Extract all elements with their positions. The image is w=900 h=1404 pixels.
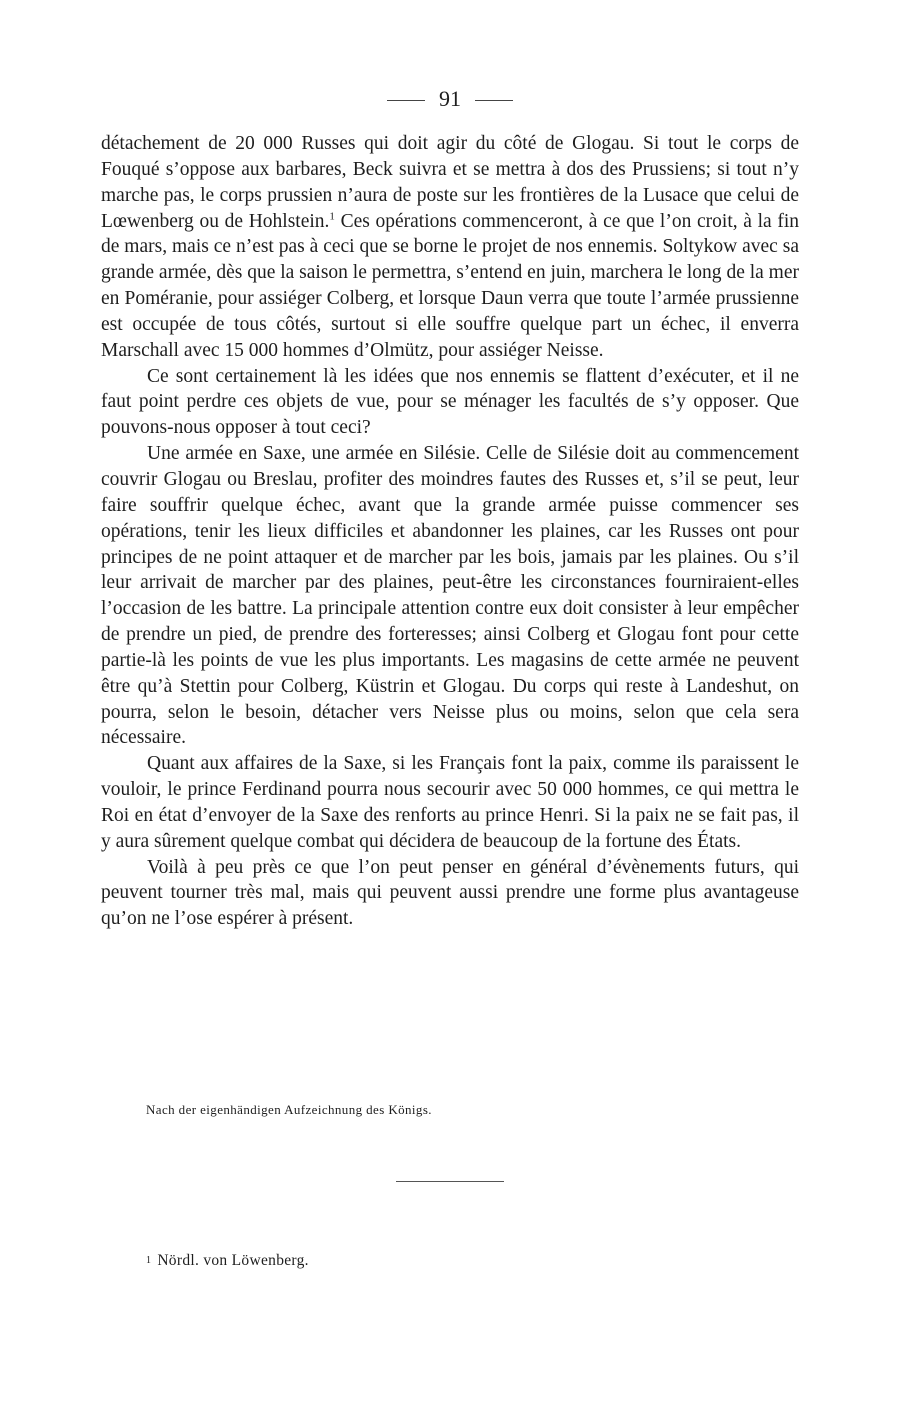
page-header	[0, 86, 900, 112]
paragraph-4: Quant aux affaires de la Saxe, si les Français font la paix, comme ils paraissent le vouloir, le prince Ferdinand pourra nous secourir avec 50 000 hommes, ce qui mettra le Roi en état d’envoyer de la Saxe des renforts au prince Henri. Si la paix ne se fait pas, il y aura sûrement quelque combat qui décidera de beaucoup de la fortune des États.	[101, 753, 799, 852]
paragraph-1-continued: Ces opérations commenceront, à ce que l’on croit, à la fin de mars, mais ce n’est pas à ceci que se borne le projet de nos ennemis. Soltykow avec sa grande armée, dès que la saison le permettra, s’entend en juin, marchera le long de la mer en Poméranie, pour assiéger Colberg, et lorsque Daun verra que toute l’armée prussienne est occupée de tous côtés, surtout si elle souffre quelque part un échec, il enverra Marschall avec 15 000 hommes d’Olmütz, pour assiéger Neisse.	[101, 210, 800, 361]
page-number: 91	[439, 86, 461, 111]
footnote-reference: 1	[329, 210, 335, 223]
paragraph-1	[101, 131, 799, 364]
footnote	[146, 1251, 309, 1271]
source-note: Nach der eigenhändigen Aufzeichnung des Königs.	[146, 1102, 432, 1117]
paragraph-2: Ce sont certainement là les idées que nos ennemis se flattent d’exécuter, et il ne faut point perdre ces objets de vue, pour se ménager les facultés de s’y opposer. Que pouvons-nous opposer à tout ceci?	[101, 365, 799, 439]
footnote-separator	[396, 1181, 504, 1182]
footnote-marker: 1	[146, 1255, 152, 1266]
paragraph-3: Une armée en Saxe, une armée en Silésie. Celle de Silésie doit au commencement couvrir Glogau ou Breslau, profiter des moindres fautes des Russes et, s’il se peut, leur faire souffrir quelque échec, avant que la grande armée puisse commencer ses opérations, tenir les lieux difficiles et abandonner les plaines, car les Russes ont pour principes de ne point attaquer et de marcher par les bois, jamais par les plaines. Ou s’il leur arrivait de marcher par des plaines, peut-être les circonstances fourniraient-elles l’occasion de les battre. La principale attention contre eux doit consister à leur empêcher de prendre un pied, de prendre des forteresses; ainsi Colberg et Glogau font pour cette partie-là les points de vue les plus importants. Les magasins de cette armée ne peuvent être qu’à Stettin pour Colberg, Küstrin et Glogau. Du corps qui reste à Landeshut, on pourra, selon le besoin, détacher vers Neisse plus ou moins, selon que cela sera nécessaire.	[101, 443, 799, 749]
paragraph-5: Voilà à peu près ce que l’on peut penser en général d’évènements futurs, qui peuvent tourner très mal, mais qui peuvent aussi prendre une forme plus avantageuse qu’on ne l’ose espérer à présent.	[101, 856, 799, 930]
header-dash-right	[475, 100, 513, 101]
body-text	[101, 131, 799, 932]
header-dash-left	[387, 100, 425, 101]
footnote-text: Nördl. von Löwenberg.	[157, 1252, 309, 1269]
paragraph-1-text: détachement de 20 000 Russes qui doit agir du côté de Glogau. Si tout le corps de Fouqué s’oppose aux barbares, Beck suivra et se mettra à dos des Prussiens; si tout n’y marche pas, le corps prussien n’aura de poste sur les frontières de la Lusace que celui de Lœwenberg ou de Hohlstein.	[101, 133, 799, 232]
